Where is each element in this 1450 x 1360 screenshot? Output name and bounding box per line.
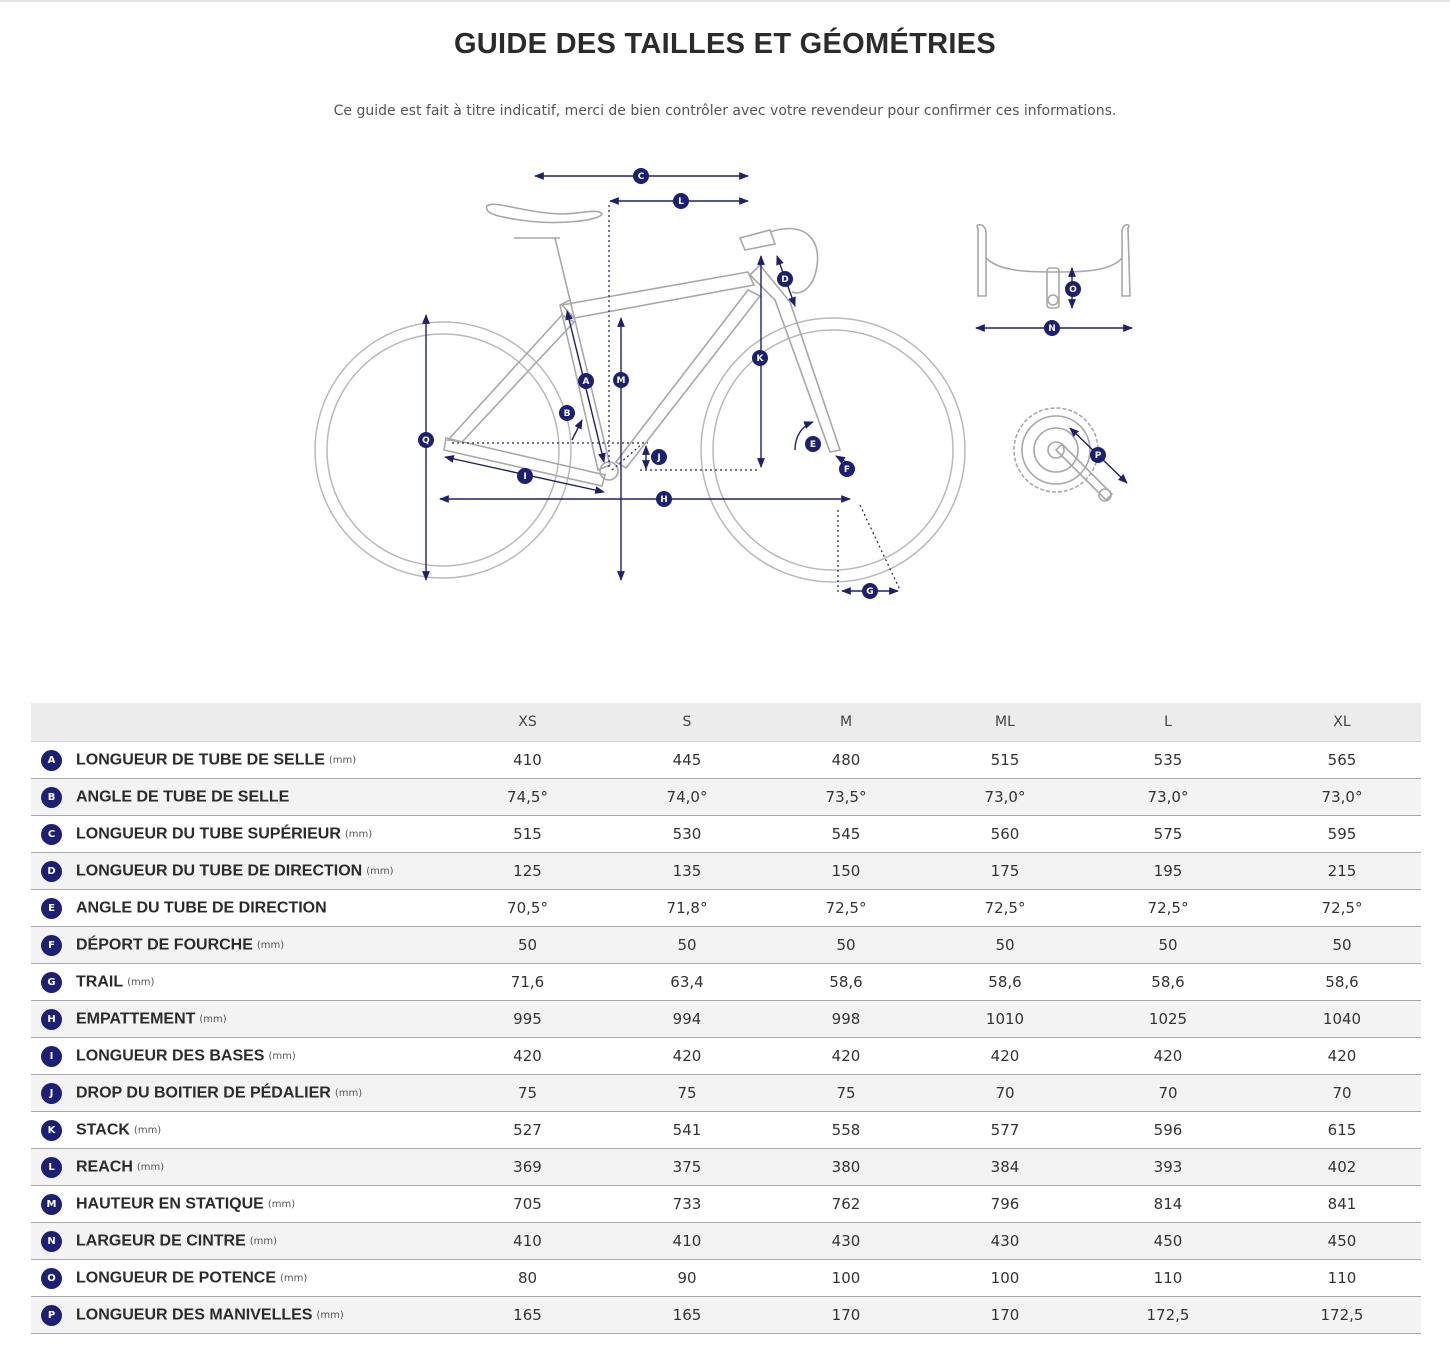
bike-geometry-diagram (0, 0, 1450, 640)
badge-b-text: B (563, 409, 571, 419)
table-row (31, 1112, 1421, 1149)
value-cell: 170 (755, 1297, 937, 1334)
badge-q (418, 432, 434, 448)
value-cell: 796 (937, 1186, 1073, 1223)
param-unit: (mm) (328, 754, 357, 766)
value-cell: 402 (1263, 1149, 1421, 1186)
badge-g-text: G (866, 587, 874, 597)
table-row (31, 816, 1421, 853)
param-badge: C (41, 824, 62, 845)
param-name: STACK (76, 1121, 130, 1138)
param-cell (31, 927, 436, 964)
value-cell: 410 (619, 1223, 755, 1260)
value-cell: 71,8° (619, 890, 755, 927)
value-cell: 565 (1263, 742, 1421, 779)
badge-l-text: L (678, 197, 684, 207)
param-unit: (mm) (366, 865, 394, 877)
value-cell: 150 (755, 853, 937, 890)
value-cell: 58,6 (1263, 964, 1421, 1001)
value-cell: 80 (436, 1260, 619, 1297)
value-cell: 70 (1073, 1075, 1263, 1112)
param-name: LONGUEUR DES MANIVELLES (76, 1306, 313, 1323)
badge-q-text: Q (422, 436, 430, 446)
value-cell: 420 (1073, 1038, 1263, 1075)
page-title: GUIDE DES TAILLES ET GÉOMÉTRIES (453, 28, 997, 60)
badge-j (651, 449, 667, 465)
size-header: S (619, 703, 755, 742)
value-cell: 560 (937, 816, 1073, 853)
value-cell: 71,6 (436, 964, 619, 1001)
handlebar-top-view (977, 225, 1130, 308)
size-header: ML (937, 703, 1073, 742)
badge-p (1090, 447, 1106, 463)
value-cell: 165 (436, 1297, 619, 1334)
param-unit: (mm) (127, 976, 155, 988)
param-name: LONGUEUR DU TUBE SUPÉRIEUR (76, 825, 341, 842)
value-cell: 50 (755, 927, 937, 964)
value-cell: 420 (755, 1038, 937, 1075)
value-cell: 110 (1073, 1260, 1263, 1297)
table-row (31, 1260, 1421, 1297)
table-row (31, 853, 1421, 890)
param-name: HAUTEUR EN STATIQUE (76, 1195, 264, 1212)
param-name: DÉPORT DE FOURCHE (76, 936, 253, 953)
param-badge: H (41, 1009, 62, 1030)
value-cell: 705 (436, 1186, 619, 1223)
rear-wheel (315, 322, 571, 578)
badge-i (517, 468, 533, 484)
value-cell: 73,0° (1073, 779, 1263, 816)
value-cell: 75 (436, 1075, 619, 1112)
value-cell: 420 (619, 1038, 755, 1075)
value-cell: 450 (1263, 1223, 1421, 1260)
badge-e-text: E (809, 440, 817, 450)
param-badge: G (41, 972, 62, 993)
param-name: ANGLE DE TUBE DE SELLE (76, 788, 290, 805)
param-name: LONGUEUR DE POTENCE (76, 1269, 277, 1286)
badge-k-text: K (756, 354, 764, 364)
param-cell (31, 853, 436, 890)
value-cell: 75 (755, 1075, 937, 1112)
value-cell: 762 (755, 1186, 937, 1223)
value-cell: 195 (1073, 853, 1263, 890)
param-name: REACH (76, 1158, 133, 1175)
value-cell: 450 (1073, 1223, 1263, 1260)
value-cell: 58,6 (937, 964, 1073, 1001)
value-cell: 998 (755, 1001, 937, 1038)
param-cell (31, 1260, 436, 1297)
value-cell: 170 (937, 1297, 1073, 1334)
param-cell (31, 1075, 436, 1112)
badge-c (633, 168, 649, 184)
table-row (31, 742, 1421, 779)
value-cell: 74,0° (619, 779, 755, 816)
value-cell: 410 (436, 1223, 619, 1260)
value-cell: 994 (619, 1001, 755, 1038)
size-header-row (31, 703, 1421, 742)
value-cell: 430 (937, 1223, 1073, 1260)
table-row (31, 1186, 1421, 1223)
param-badge: A (41, 750, 62, 771)
param-unit: (mm) (199, 1013, 227, 1025)
size-header: L (1073, 703, 1263, 742)
param-name: DROP DU BOITIER DE PÉDALIER (76, 1084, 331, 1101)
value-cell: 125 (436, 853, 619, 890)
value-cell: 215 (1263, 853, 1421, 890)
badge-h (656, 491, 672, 507)
value-cell: 733 (619, 1186, 755, 1223)
value-cell: 995 (436, 1001, 619, 1038)
value-cell: 595 (1263, 816, 1421, 853)
value-cell: 72,5° (937, 890, 1073, 927)
value-cell: 393 (1073, 1149, 1263, 1186)
badge-h-text: H (660, 495, 668, 505)
value-cell: 58,6 (755, 964, 937, 1001)
value-cell: 545 (755, 816, 937, 853)
badge-o (1065, 281, 1081, 297)
value-cell: 420 (937, 1038, 1073, 1075)
badge-f-text: F (843, 465, 851, 475)
param-badge: J (41, 1083, 62, 1104)
table-row (31, 1075, 1421, 1112)
badge-i-text: I (523, 472, 527, 482)
param-badge: N (41, 1231, 62, 1252)
value-cell: 541 (619, 1112, 755, 1149)
param-cell (31, 1001, 436, 1038)
param-unit: (mm) (256, 939, 285, 951)
param-unit: (mm) (136, 1161, 165, 1173)
value-cell: 110 (1263, 1260, 1421, 1297)
value-cell: 73,5° (755, 779, 937, 816)
value-cell: 72,5° (1073, 890, 1263, 927)
size-header: M (755, 703, 937, 742)
param-cell (31, 890, 436, 927)
param-cell (31, 1149, 436, 1186)
value-cell: 841 (1263, 1186, 1421, 1223)
param-name: LONGUEUR DES BASES (76, 1047, 265, 1064)
value-cell: 172,5 (1263, 1297, 1421, 1334)
value-cell: 50 (436, 927, 619, 964)
param-cell (31, 1297, 436, 1334)
value-cell: 375 (619, 1149, 755, 1186)
param-badge: D (41, 861, 62, 882)
value-cell: 515 (937, 742, 1073, 779)
badge-d (777, 271, 793, 287)
param-badge: F (41, 935, 62, 956)
value-cell: 50 (937, 927, 1073, 964)
table-row (31, 964, 1421, 1001)
value-cell: 100 (755, 1260, 937, 1297)
value-cell: 1040 (1263, 1001, 1421, 1038)
value-cell: 410 (436, 742, 619, 779)
value-cell: 575 (1073, 816, 1263, 853)
badge-b (559, 405, 575, 421)
param-cell (31, 779, 436, 816)
value-cell: 100 (937, 1260, 1073, 1297)
badge-a (578, 373, 594, 389)
value-cell: 515 (436, 816, 619, 853)
size-header: XL (1263, 703, 1421, 742)
param-cell (31, 816, 436, 853)
value-cell: 480 (755, 742, 937, 779)
value-cell: 73,0° (937, 779, 1073, 816)
param-cell (31, 742, 436, 779)
badge-d-text: D (781, 275, 789, 285)
value-cell: 58,6 (1073, 964, 1263, 1001)
value-cell: 420 (1263, 1038, 1421, 1075)
table-row (31, 1038, 1421, 1075)
value-cell: 73,0° (1263, 779, 1421, 816)
param-name: LONGUEUR DE TUBE DE SELLE (76, 751, 325, 768)
value-cell: 384 (937, 1149, 1073, 1186)
badge-c-text: C (637, 172, 645, 182)
value-cell: 596 (1073, 1112, 1263, 1149)
param-cell (31, 1112, 436, 1149)
param-badge: K (41, 1120, 62, 1141)
value-cell: 70,5° (436, 890, 619, 927)
value-cell: 50 (1073, 927, 1263, 964)
table-row (31, 1223, 1421, 1260)
value-cell: 535 (1073, 742, 1263, 779)
param-header (31, 703, 436, 742)
value-cell: 70 (1263, 1075, 1421, 1112)
param-unit: (mm) (316, 1309, 344, 1321)
param-name: LARGEUR DE CINTRE (76, 1232, 246, 1249)
value-cell: 175 (937, 853, 1073, 890)
value-cell: 527 (436, 1112, 619, 1149)
value-cell: 369 (436, 1149, 619, 1186)
badge-o-text: O (1069, 285, 1077, 295)
value-cell: 70 (937, 1075, 1073, 1112)
param-name: EMPATTEMENT (76, 1010, 196, 1027)
page-subtitle: Ce guide est fait à titre indicatif, merci de bien contrôler avec votre revendeur pour confirmer ces informations. (333, 103, 1117, 119)
badge-e (805, 436, 821, 452)
value-cell: 72,5° (1263, 890, 1421, 927)
geometry-table (31, 703, 1421, 1334)
value-cell: 172,5 (1073, 1297, 1263, 1334)
value-cell: 1025 (1073, 1001, 1263, 1038)
value-cell: 135 (619, 853, 755, 890)
value-cell: 558 (755, 1112, 937, 1149)
badge-j-text: J (657, 453, 661, 463)
param-badge: L (41, 1157, 62, 1178)
reference-lines (452, 205, 900, 592)
badge-m-text: M (616, 376, 626, 386)
param-unit: (mm) (334, 1087, 363, 1099)
param-cell (31, 964, 436, 1001)
param-name: ANGLE DU TUBE DE DIRECTION (76, 899, 327, 916)
badge-f (839, 461, 855, 477)
value-cell: 814 (1073, 1186, 1263, 1223)
param-cell (31, 1186, 436, 1223)
value-cell: 50 (619, 927, 755, 964)
value-cell: 72,5° (755, 890, 937, 927)
value-cell: 430 (755, 1223, 937, 1260)
value-cell: 50 (1263, 927, 1421, 964)
param-badge: P (41, 1305, 62, 1326)
param-name: LONGUEUR DU TUBE DE DIRECTION (76, 862, 363, 879)
param-badge: B (41, 787, 62, 808)
param-unit: (mm) (280, 1272, 308, 1284)
table-row (31, 779, 1421, 816)
value-cell: 75 (619, 1075, 755, 1112)
badge-p-text: P (1094, 451, 1102, 461)
size-header: XS (436, 703, 619, 742)
param-badge: I (41, 1046, 62, 1067)
value-cell: 1010 (937, 1001, 1073, 1038)
value-cell: 615 (1263, 1112, 1421, 1149)
table-row (31, 927, 1421, 964)
badge-a-text: A (582, 377, 590, 387)
badge-g (862, 583, 878, 599)
badge-n-text: N (1048, 324, 1056, 334)
param-badge: M (41, 1194, 62, 1215)
param-unit: (mm) (268, 1050, 296, 1062)
param-badge: O (41, 1268, 62, 1289)
param-unit: (mm) (344, 828, 373, 840)
value-cell: 577 (937, 1112, 1073, 1149)
value-cell: 530 (619, 816, 755, 853)
value-cell: 74,5° (436, 779, 619, 816)
saddle (487, 204, 602, 222)
value-cell: 420 (436, 1038, 619, 1075)
param-badge: E (41, 898, 62, 919)
value-cell: 90 (619, 1260, 755, 1297)
param-cell (31, 1038, 436, 1075)
front-wheel (701, 318, 965, 582)
param-cell (31, 1223, 436, 1260)
value-cell: 380 (755, 1149, 937, 1186)
param-unit: (mm) (267, 1198, 296, 1210)
table-row (31, 1001, 1421, 1038)
badge-l (673, 193, 689, 209)
table-row (31, 1297, 1421, 1334)
value-cell: 63,4 (619, 964, 755, 1001)
badge-k (752, 350, 768, 366)
table-row (31, 890, 1421, 927)
param-unit: (mm) (133, 1124, 162, 1136)
badge-n (1044, 320, 1060, 336)
value-cell: 445 (619, 742, 755, 779)
value-cell: 165 (619, 1297, 755, 1334)
badge-m (613, 372, 629, 388)
param-unit: (mm) (249, 1235, 278, 1247)
table-row (31, 1149, 1421, 1186)
param-name: TRAIL (76, 973, 124, 990)
